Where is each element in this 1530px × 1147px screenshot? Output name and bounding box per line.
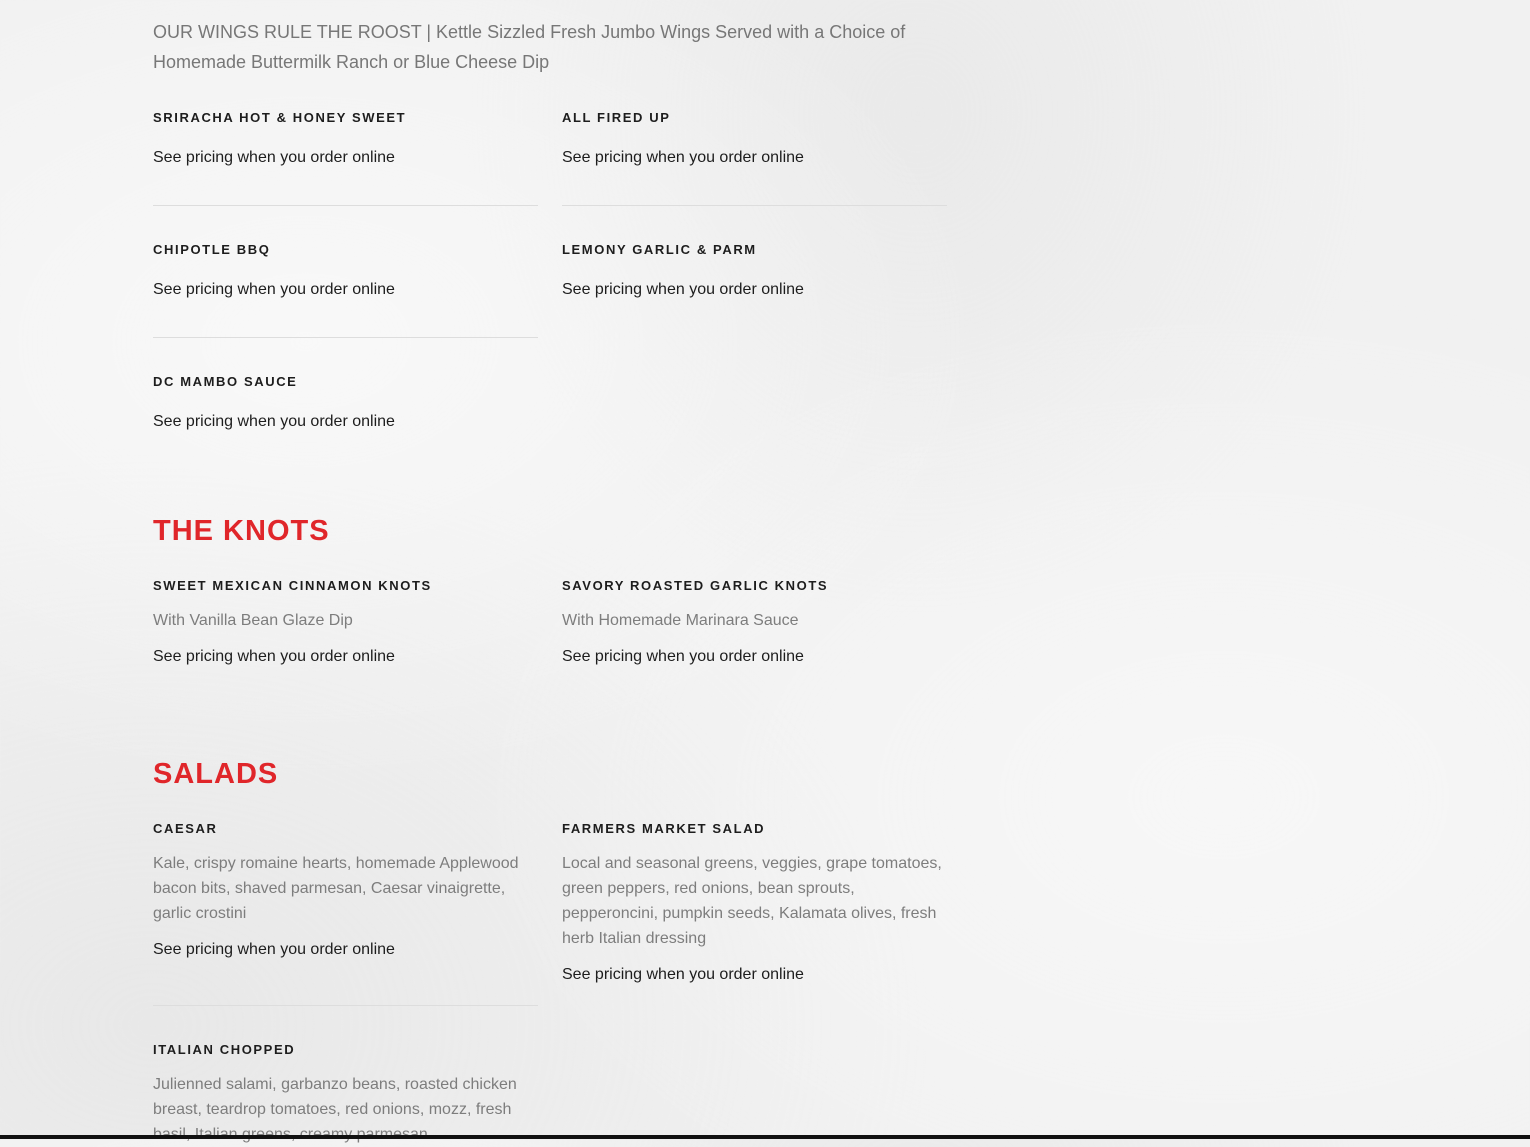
menu-item-price-note: See pricing when you order online — [153, 281, 395, 298]
menu-item-sriracha-hot-honey-sweet — [153, 110, 538, 168]
menu-item-name: CAESAR — [153, 821, 218, 836]
menu-item-name: ITALIAN CHOPPED — [153, 1042, 296, 1057]
section-title-salads: SALADS — [153, 758, 279, 790]
section-title-knots: THE KNOTS — [153, 515, 330, 547]
menu-item-farmers-market-salad — [562, 821, 947, 985]
menu-item-description: Julienned salami, garbanzo beans, roasted chicken breast, teardrop tomatoes, red onions, mozz, fresh — [153, 1076, 517, 1118]
menu-item-dc-mambo-sauce — [153, 374, 538, 432]
item-divider — [562, 205, 947, 206]
wings-intro: OUR WINGS RULE THE ROOST | Kettle Sizzled Fresh Jumbo Wings Served with a Choice of Homemade Buttermilk Ranch or Blue Cheese Dip — [153, 22, 906, 72]
menu-item-price-note: See pricing when you order online — [562, 281, 804, 298]
item-divider — [153, 1005, 538, 1006]
menu-item-price-note: See pricing when you order online — [153, 941, 395, 958]
menu-item-name: DC MAMBO SAUCE — [153, 374, 298, 389]
menu-item-description: With Vanilla Bean Glaze Dip — [153, 612, 353, 629]
menu-item-all-fired-up — [562, 110, 947, 168]
menu-item-name: SAVORY ROASTED GARLIC KNOTS — [562, 578, 829, 593]
item-divider — [153, 337, 538, 338]
menu-item-price-note: See pricing when you order online — [153, 413, 395, 430]
item-divider — [153, 205, 538, 206]
menu-item-price-note: See pricing when you order online — [153, 149, 395, 166]
menu-item-description: Kale, crispy romaine hearts, homemade Applewood bacon bits, shaved parmesan, Caesar vinaigrette, garlic crostini — [153, 855, 519, 922]
menu-item-chipotle-bbq — [153, 242, 538, 300]
menu-item-name: SRIRACHA HOT & HONEY SWEET — [153, 110, 407, 125]
menu-item-description: Local and seasonal greens, veggies, grape tomatoes, green peppers, red onions, bean sprouts, pepperoncini, pumpkin seeds, Kalamata olives, fresh herb Italian dressing — [562, 855, 942, 947]
menu-item-caesar — [153, 821, 538, 960]
menu-item-price-note: See pricing when you order online — [562, 648, 804, 665]
menu-item-price-note: See pricing when you order online — [562, 149, 804, 166]
menu-item-price-note: See pricing when you order online — [562, 966, 804, 983]
menu-item-lemony-garlic-parm — [562, 242, 947, 300]
menu-item-savory-roasted-garlic-knots — [562, 578, 947, 667]
menu-item-sweet-mexican-cinnamon-knots — [153, 578, 538, 667]
menu-item-name: CHIPOTLE BBQ — [153, 242, 271, 257]
menu-item-price-note: See pricing when you order online — [153, 648, 395, 665]
menu-item-name: LEMONY GARLIC & PARM — [562, 242, 757, 257]
menu-item-name: SWEET MEXICAN CINNAMON KNOTS — [153, 578, 432, 593]
menu-item-description: With Homemade Marinara Sauce — [562, 612, 799, 629]
bottom-bar — [0, 1135, 1530, 1139]
menu-item-name: ALL FIRED UP — [562, 110, 671, 125]
menu-item-italian-chopped — [153, 1042, 538, 1147]
menu-item-name: FARMERS MARKET SALAD — [562, 821, 766, 836]
